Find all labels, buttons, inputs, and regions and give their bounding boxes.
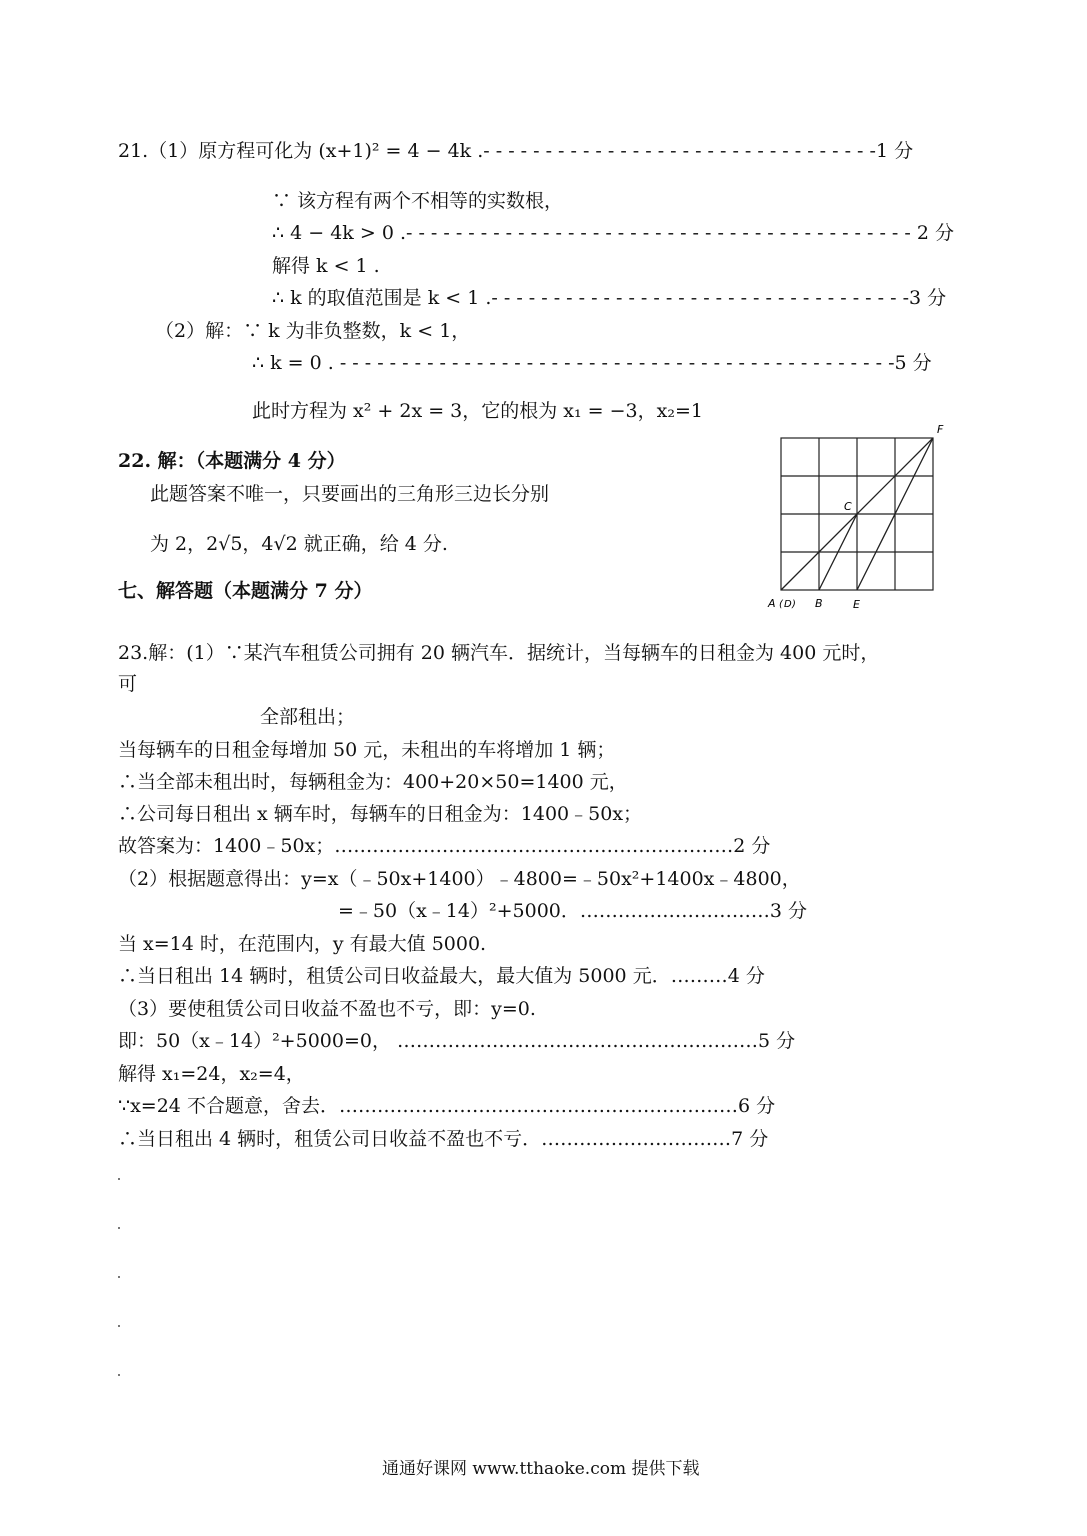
label-f: F — [937, 423, 944, 436]
q22-line-2: 为 2，2√5，4√2 就正确，给 4 分. — [150, 533, 448, 555]
q23-line-8: =﹣50（x﹣14）²+5000．…………………………3 分 — [338, 900, 808, 922]
q23-line-1b: 可 — [118, 673, 138, 695]
margin-mark — [118, 1178, 120, 1180]
svg-text:(: ( — [779, 599, 783, 610]
q21-line-2: ∵ 该方程有两个不相等的实数根， — [272, 190, 564, 212]
q23-line-12: 即：50（x﹣14）²+5000=0， …………………………………………………5 分 — [118, 1030, 796, 1052]
q23-line-14: ∵x=24 不合题意，舍去．………………………………………………………6 分 — [118, 1095, 776, 1117]
q21-line-7: ∴ k = 0 . - - - - - - - - - - - - - - - - - - - - - - - - - - - - - - - - - - - - - - - - - - - - -5 分 — [252, 352, 932, 374]
svg-text:): ) — [792, 599, 796, 610]
q23-line-6: 故答案为：1400﹣50x；………………………………………………………2 分 — [118, 835, 771, 857]
q23-line-1: 23.解：(1）∵某汽车租赁公司拥有 20 辆汽车．据统计，当每辆车的日租金为 400 元时， — [118, 642, 880, 664]
q23-line-9: 当 x=14 时，在范围内，y 有最大值 5000. — [118, 933, 487, 955]
q21-line-6: （2）解：∵ k 为非负整数，k < 1， — [155, 320, 471, 342]
label-b: B — [815, 597, 823, 610]
q22-line-1: 此题答案不唯一，只要画出的三角形三边长分别 — [150, 483, 550, 505]
q21-line-1: 21.（1）原方程可化为 (x+1)² = 4 − 4k .- - - - - - - - - - - - - - - - - - - - - - - - - - - - - - - -1 分 — [118, 140, 914, 162]
q23-line-7: （2）根据题意得出：y=x（﹣50x+1400）﹣4800=﹣50x²+1400x﹣4800， — [118, 868, 801, 890]
grid-figure — [765, 420, 955, 615]
margin-mark — [118, 1276, 120, 1278]
q23-line-3: 当每辆车的日租金每增加 50 元，未租出的车将增加 1 辆； — [118, 739, 616, 761]
q23-line-13: 解得 x₁=24，x₂=4， — [118, 1063, 305, 1085]
label-e: E — [853, 598, 860, 611]
q23-line-10: ∴当日租出 14 辆时，租赁公司日收益最大，最大值为 5000 元．………4 分 — [118, 965, 765, 987]
q23-line-15: ∴当日租出 4 辆时，租赁公司日收益不盈也不亏．…………………………7 分 — [118, 1128, 769, 1150]
label-c: C — [844, 500, 852, 513]
section-7-title: 七、解答题（本题满分 7 分） — [118, 580, 373, 602]
q23-line-5: ∴公司每日租出 x 辆车时，每辆车的日租金为：1400﹣50x； — [118, 803, 643, 825]
margin-mark — [118, 1374, 120, 1376]
label-d: D — [784, 599, 792, 610]
label-a: A — [768, 597, 776, 610]
q22-title: 22. 解：（本题满分 4 分） — [118, 450, 346, 472]
q23-line-11: （3）要使租赁公司日收益不盈也不亏，即：y=0. — [118, 998, 536, 1020]
footer-text: 通通好课网 www.tthaoke.com 提供下载 — [382, 1459, 700, 1479]
q23-line-4: ∴当全部未租出时，每辆租金为：400+20×50=1400 元， — [118, 771, 628, 793]
q23-line-2: 全部租出； — [260, 706, 356, 728]
q21-line-3: ∴ 4 − 4k > 0 .- - - - - - - - - - - - - - - - - - - - - - - - - - - - - - - - - - - - - - - - - 2 分 — [272, 222, 954, 244]
q21-line-5: ∴ k 的取值范围是 k < 1 .- - - - - - - - - - - - - - - - - - - - - - - - - - - - - - - - - -3 分 — [272, 287, 947, 309]
q21-line-4: 解得 k < 1 . — [272, 255, 380, 277]
margin-mark — [118, 1227, 120, 1229]
q21-line-8: 此时方程为 x² + 2x = 3，它的根为 x₁ = −3，x₂=1 — [252, 400, 703, 422]
margin-mark — [118, 1325, 120, 1327]
